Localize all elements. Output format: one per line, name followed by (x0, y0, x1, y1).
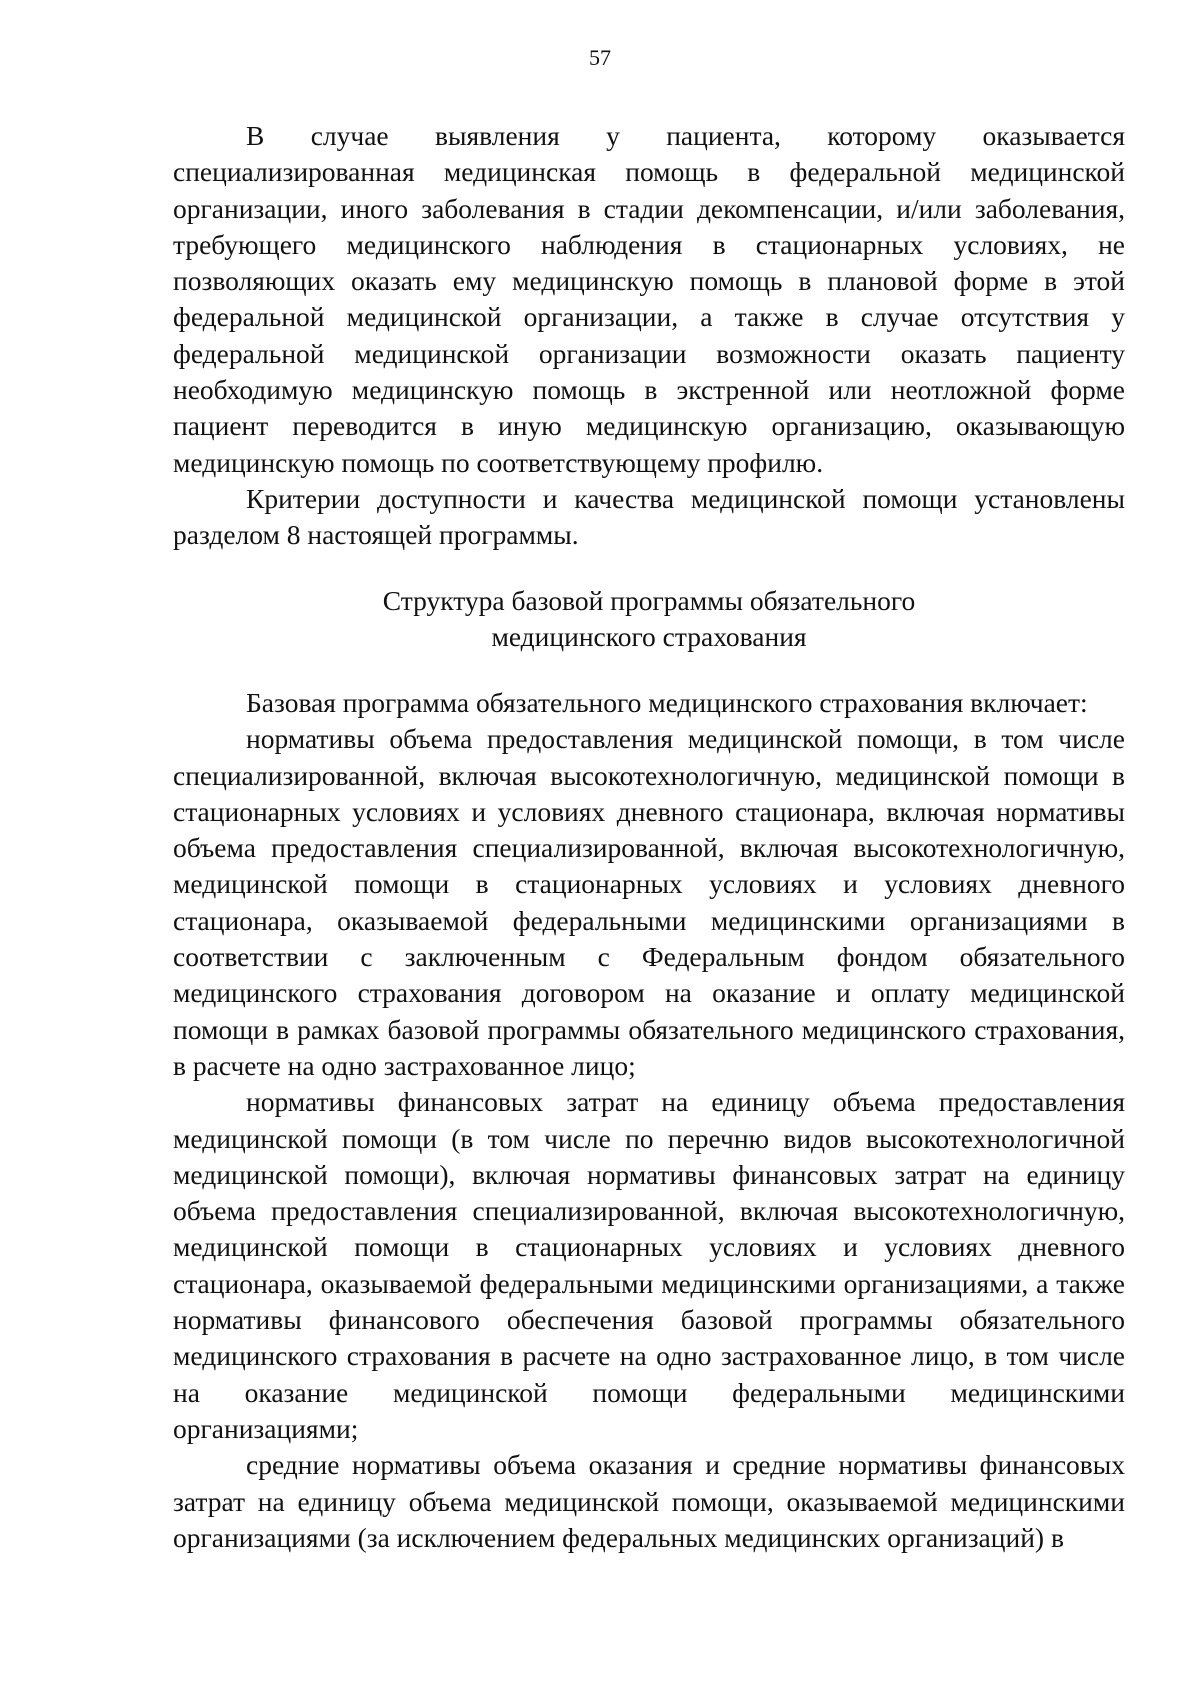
page-number: 57 (589, 45, 611, 70)
section-heading-line-1: Структура базовой программы обязательного (382, 585, 916, 616)
paragraph-quality-criteria: Критерии доступности и качества медицинской помощи установлены разделом 8 настоящей программы. (173, 482, 1125, 551)
paragraph-program-includes: Базовая программа обязательного медицинского страхования включает: (246, 687, 1088, 718)
section-heading-line-2: медицинского страхования (491, 621, 807, 653)
paragraph-average-norms: средние нормативы объема оказания и средние нормативы финансовых затрат на единицу объема медицинской помощи, оказываемой медицинскими организациями (за исключением федеральных медицинских организаций) в (173, 1449, 1125, 1553)
body-text-bottom (173, 685, 1125, 1556)
paragraph-patient-transfer: В случае выявления у пациента, которому оказывается специализированная медицинская помощь в федеральной медицинской организации, иного заболевания в стадии декомпенсации, и/или заболевания, требующего медицинского наблюдения в стационарных условиях, не позволяющих оказать ему медицинскую помощь в плановой форме в этой федеральной медицинской организации, а также в случае отсутствия у федеральной медицинской организации возможности оказать пациенту необходимую медицинскую помощь в экстренной или неотложной форме пациент переводится в иную медицинскую организацию, оказывающую медицинскую помощь по соответствующему профилю. (173, 120, 1125, 478)
body-text-top (173, 118, 1125, 554)
section-heading (173, 583, 1125, 656)
paragraph-volume-norms: нормативы объема предоставления медицинской помощи, в том числе специализированной, включая высокотехнологичную, медицинской помощи в стационарных условиях и условиях дневного стационара, включая нормативы объема предоставления специализированной, включая высокотехнологичную, медицинской помощи в стационарных условиях и условиях дневного стационара, оказываемой федеральными медицинскими организациями в соответствии с заключенным с Федеральным фондом обязательного медицинского страхования договором на оказание и оплату медицинской помощи в рамках базовой программы обязательного медицинского страхования, в расчете на одно застрахованное лицо; (173, 723, 1125, 1081)
paragraph-financial-norms: нормативы финансовых затрат на единицу объема предоставления медицинской помощи (в том числе по перечню видов высокотехнологичной медицинской помощи), включая нормативы финансовых затрат на единицу объема предоставления специализированной, включая высокотехнологичную, медицинской помощи в стационарных условиях и условиях дневного стационара, оказываемой федеральными медицинскими организациями, а также нормативы финансового обеспечения базовой программы обязательного медицинского страхования в расчете на одно застрахованное лицо, в том числе на оказание медицинской помощи федеральными медицинскими организациями; (173, 1086, 1125, 1444)
